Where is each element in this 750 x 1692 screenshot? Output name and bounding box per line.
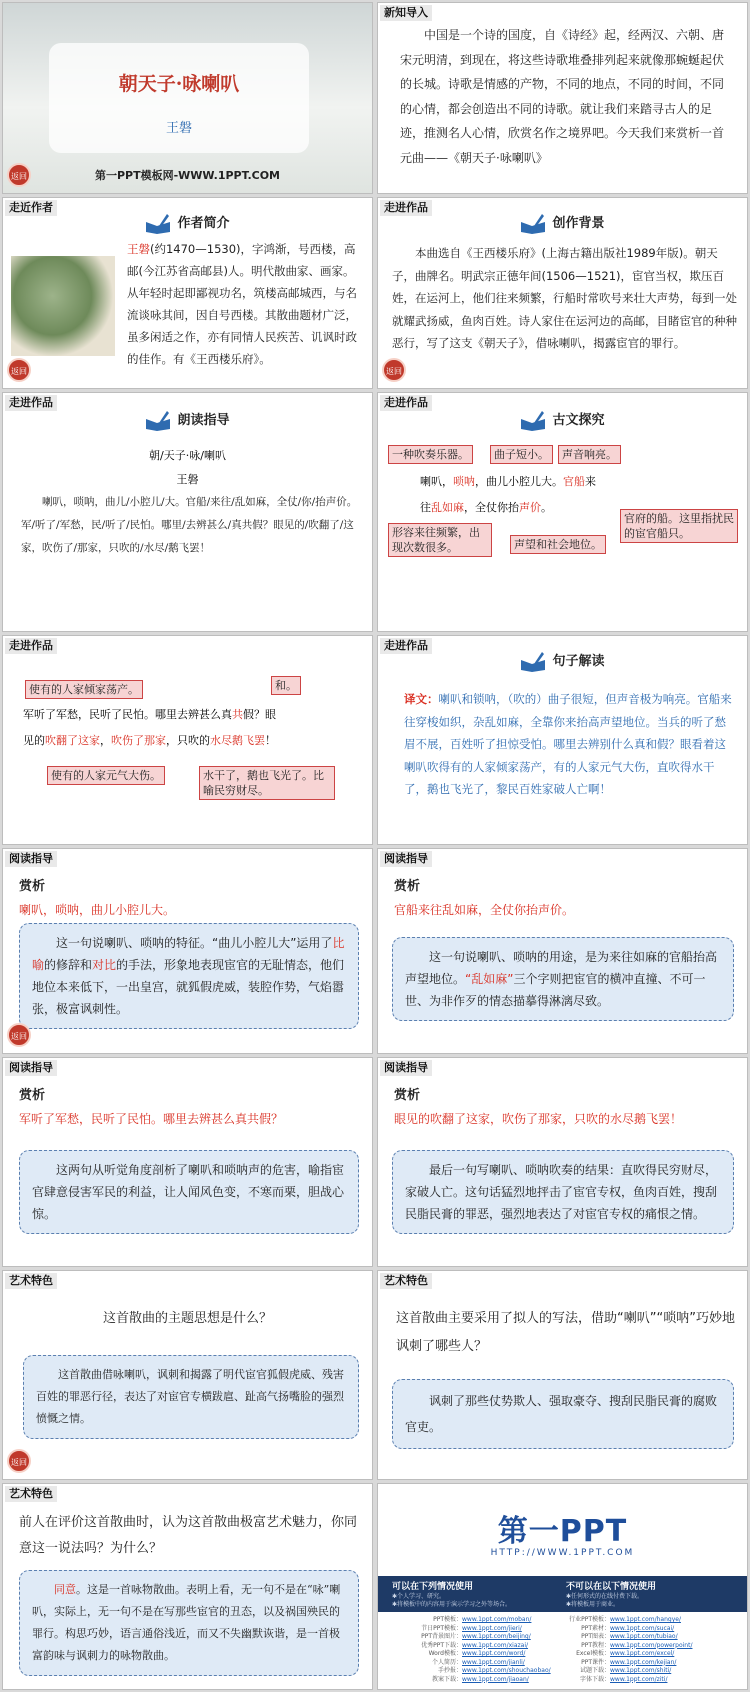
back-button[interactable]: 返回 <box>382 358 406 382</box>
link-label: 试题下载： <box>579 1667 610 1674</box>
slide-ending <box>377 1483 748 1690</box>
link-label: PPT背景图片： <box>421 1633 462 1640</box>
question: 前人在评价这首散曲时，认为这首散曲极富艺术魅力，你同意这一说法吗？为什么？ <box>19 1515 358 1556</box>
link-row <box>418 1650 551 1659</box>
poem-line: 往乱如麻，全仗你抬声价。 <box>420 501 552 514</box>
link[interactable]: www.1ppt.com/hangye/ <box>610 1616 681 1623</box>
poem-line: 喇叭，唢呐，曲儿小腔儿大。官船来 <box>420 475 596 488</box>
book-pen-icon <box>520 214 546 234</box>
link-row <box>418 1625 551 1634</box>
brand-logo: 第一PPT <box>497 1514 628 1549</box>
author-bio: 王磐(约1470—1530)，字鸿渐，号西楼，高邮(今江苏省高邮县)人。明代散曲家、画家。从年轻时起即鄙视功名，筑楼高邮城西，与名流谈咏其间，因自号西楼。其散曲题材广泛，虽多闲适之作，亦有同情人民疾苦、讥讽时政的佳作。有《王西楼乐府》。 <box>127 242 357 366</box>
slide-tag: 阅读指导 <box>380 851 432 867</box>
book-pen-icon <box>145 214 171 234</box>
book-pen-icon <box>520 652 546 672</box>
slide-tag: 走进作品 <box>380 200 432 216</box>
link-label: Excel模板： <box>576 1650 610 1657</box>
title-text: 朝天子·咏喇叭 <box>118 73 240 95</box>
link-label: PPT素材： <box>581 1624 610 1632</box>
analysis-box: 这一句说喇叭、唢呐的特征。“曲儿小腔儿大”运用了比喻的修辞和对比的手法，形象地表现宦官的无耻情态，他们地位本来低下，一出皇宫，就狐假虎威，装腔作势，气焰嚣张，极富讽刺性。 <box>19 923 359 1029</box>
slide-appreciate-1 <box>2 848 373 1054</box>
annotation: 一种吹奏乐器。 <box>388 445 473 464</box>
intro-text: 中国是一个诗的国度，自《诗经》起，经两汉、六朝、唐宋元明清，到现在，将这些诗歌堆叠排列起来就像那蜿蜒起伏的长城。诗歌是情感的产物，不同的地点，不同的时间，不同的心情，都会创造出不同的诗歌。就让我们来踏寻古人的足迹，推测名人心情，欣赏名作之境界吧。今天我们来赏析一首元曲——《朝天子·咏喇叭》 <box>400 28 725 165</box>
quote-line: 官船来往乱如麻，全仗你抬声价。 <box>394 903 575 917</box>
slide-intro <box>377 2 748 194</box>
link-label: PPT课件： <box>581 1658 610 1666</box>
section-label: 赏析 <box>19 879 46 894</box>
answer-box: 同意。这是一首咏物散曲。表明上看，无一句不是在“咏”喇叭，实际上，无一句不是在写那些宦官的丑态，以及祸国殃民的罪行。构思巧妙，语言通俗浅近，而又不失幽默诙谐，是一首极富韵味与讽刺力的咏物散曲。 <box>19 1570 359 1676</box>
author-text: 王磐 <box>165 121 192 136</box>
annotation: 和。 <box>271 676 301 695</box>
cannot-title: 不可以在以下情况使用 <box>566 1582 657 1592</box>
slide-art-3 <box>2 1483 373 1690</box>
right-links <box>566 1616 692 1684</box>
poem-line: 军听了军愁，民听了民怕。哪里去辨甚么真共假？眼 <box>23 708 276 721</box>
link-label: 节日PPT模板： <box>421 1624 462 1632</box>
back-button[interactable]: 返回 <box>7 163 31 187</box>
link-label: PPT图表： <box>581 1633 610 1640</box>
cannot-list: ✱任何形式的在线付费下载。 ✱将模板用于商业。 <box>566 1593 644 1608</box>
left-links <box>418 1616 551 1684</box>
annotation: 声音响亮。 <box>558 445 621 464</box>
quote-line: 军听了军愁，民听了民怕。哪里去辨甚么真共假？ <box>19 1112 284 1126</box>
slide-title <box>2 2 373 194</box>
link-label: 优秀PPT下载： <box>421 1641 462 1649</box>
poem-text: 喇叭，唢呐，曲儿/小腔儿/大。官船/来往/乱如麻，全仗/你/抬声价。军/听了/军愁，民/听了/民怕。哪里/去辨甚么/真共假？眼见的/吹翻了/这家，吹伤了/那家，只吹的/水尽/鹅飞罢！ <box>21 496 358 554</box>
link-label: Word模板： <box>428 1650 462 1657</box>
back-button[interactable]: 返回 <box>7 358 31 382</box>
question: 这首散曲主要采用了拟人的写法，借助“喇叭”“唢呐”巧妙地讽刺了哪些人？ <box>396 1311 735 1354</box>
link[interactable]: www.1ppt.com/ziti/ <box>610 1675 668 1683</box>
slide-background <box>377 197 748 389</box>
link-row <box>418 1616 551 1625</box>
slide-tag: 艺术特色 <box>5 1486 57 1502</box>
link-label: PPT教程： <box>581 1641 610 1649</box>
link-row <box>418 1633 551 1642</box>
slide-tag: 新知导入 <box>380 5 432 21</box>
link[interactable]: www.1ppt.com/beijing/ <box>462 1633 531 1640</box>
analysis-box: 这两句从听觉角度剖析了喇叭和唢呐声的危害，喻指宦官肆意侵害军民的利益，让人闻风色变，不寒而栗，胆战心惊。 <box>19 1150 359 1234</box>
quote-line: 喇叭，唢呐，曲儿小腔儿大。 <box>19 903 176 917</box>
link[interactable]: www.1ppt.com/word/ <box>462 1650 526 1657</box>
link[interactable]: www.1ppt.com/jieri/ <box>462 1624 522 1632</box>
poem-author: 王磐 <box>176 473 199 486</box>
answer-box: 讽刺了那些仗势欺人、强取豪夺、搜刮民脂民膏的腐败官吏。 <box>392 1379 734 1449</box>
slide-tag: 阅读指导 <box>380 1060 432 1076</box>
slide-art-2 <box>377 1270 748 1480</box>
background-text: 本曲选自《王西楼乐府》(上海古籍出版社1989年版)。朝天子，曲牌名。明武宗正德年间(1506—1521)，宦官当权，欺压百姓，在运河上，他们往来频繁，行船时常吹号来壮大声势，每到一处就耀武扬威，鱼肉百姓。诗人家住在运河边的高邮，目睹宦官的种种恶行，写了这支《朝天子》，借咏喇叭，揭露宦官的罪行。 <box>392 246 737 350</box>
link[interactable]: www.1ppt.com/excel/ <box>610 1650 675 1657</box>
link-row <box>566 1616 692 1625</box>
quote-line: 眼见的吹翻了这家，吹伤了那家，只吹的水尽鹅飞罢！ <box>394 1112 683 1126</box>
poem-line: 见的吹翻了这家，吹伤了那家，只吹的水尽鹅飞罢！ <box>23 734 276 747</box>
link-label: 教案下载： <box>431 1675 462 1683</box>
section-label: 赏析 <box>394 1088 421 1103</box>
link-row <box>418 1676 551 1685</box>
link-row <box>566 1650 692 1659</box>
slide-explore <box>377 392 748 632</box>
book-pen-icon <box>145 411 171 431</box>
analysis-box: 最后一句写喇叭、唢呐吹奏的结果：直吹得民穷财尽，家破人亡。这句话猛烈地抨击了宦官专权，鱼肉百姓，搜刮民脂民膏的罪恶，强烈地表达了对宦官专权的痛恨之情。 <box>392 1150 734 1234</box>
link-row <box>418 1642 551 1651</box>
slide-tag: 走进作品 <box>5 395 57 411</box>
annotation: 曲子短小。 <box>490 445 553 464</box>
link-label: 行业PPT模板： <box>569 1616 610 1623</box>
link[interactable]: www.1ppt.com/xiazai/ <box>462 1641 529 1649</box>
link[interactable]: www.1ppt.com/powerpoint/ <box>610 1641 693 1649</box>
heading: 作者简介 <box>3 212 372 234</box>
link-row <box>566 1676 692 1685</box>
question: 这首散曲的主题思想是什么？ <box>102 1311 272 1326</box>
link[interactable]: www.1ppt.com/sucai/ <box>610 1624 675 1632</box>
analysis-box: 这一句说喇叭、唢呐的用途，是为来往如麻的官船抬高声望地位。“乱如麻”三个字则把宦官的横冲直撞、不可一世、为非作歹的情态描摹得淋漓尽致。 <box>392 937 734 1021</box>
slide-appreciate-3 <box>2 1057 373 1267</box>
author-portrait <box>11 256 115 356</box>
slide-tag: 走进作品 <box>380 638 432 654</box>
can-title: 可以在下列情况使用 <box>392 1582 474 1592</box>
license-panel <box>378 1576 747 1690</box>
section-label: 赏析 <box>19 1088 46 1103</box>
back-button[interactable]: 返回 <box>7 1023 31 1047</box>
annotation: 形容来往频繁，出现次数很多。 <box>388 523 492 557</box>
slide-tag: 走进作品 <box>5 638 57 654</box>
back-button[interactable]: 返回 <box>7 1449 31 1473</box>
link-label: PPT模板： <box>433 1616 462 1623</box>
section-label: 赏析 <box>394 879 421 894</box>
book-pen-icon <box>520 411 546 431</box>
link[interactable]: www.1ppt.com/moban/ <box>462 1616 532 1623</box>
heading: 朗读指导 <box>3 409 372 431</box>
title-card <box>49 43 309 153</box>
poem-title: 朝/天子·咏/喇叭 <box>149 449 226 462</box>
site-text: 第一PPT模板网-WWW.1PPT.COM <box>94 169 281 182</box>
link-row <box>566 1659 692 1668</box>
annotation: 官府的船。这里指扰民的宦官船只。 <box>620 509 738 543</box>
slide-tag: 艺术特色 <box>5 1273 57 1289</box>
slide-appreciate-2 <box>377 848 748 1054</box>
slide-author <box>2 197 373 389</box>
annotation: 使有的人家元气大伤。 <box>47 766 165 785</box>
link-label: 字体下载： <box>579 1675 610 1683</box>
link[interactable]: www.1ppt.com/jiaoan/ <box>462 1675 529 1683</box>
slide-appreciate-4 <box>377 1057 748 1267</box>
link-row <box>566 1625 692 1634</box>
annotation: 使有的人家倾家荡产。 <box>25 680 143 699</box>
link-row <box>418 1659 551 1668</box>
heading: 创作背景 <box>378 212 747 234</box>
annotation: 声望和社会地位。 <box>510 535 606 554</box>
annotation: 水干了，鹅也飞光了。比喻民穷财尽。 <box>199 766 335 800</box>
link[interactable]: www.1ppt.com/jianli/ <box>462 1658 525 1666</box>
brand-url: HTTP://WWW.1PPT.COM <box>490 1548 635 1558</box>
slide-tag: 走近作者 <box>5 200 57 216</box>
link[interactable]: www.1ppt.com/kejian/ <box>610 1658 677 1666</box>
heading: 古文探究 <box>378 409 747 431</box>
slide-translation <box>377 635 748 845</box>
link-row <box>566 1633 692 1642</box>
link-label: 个人简历： <box>431 1658 462 1666</box>
link-row <box>418 1667 551 1676</box>
link-row <box>566 1667 692 1676</box>
link[interactable]: www.1ppt.com/shiti/ <box>610 1667 672 1674</box>
heading: 句子解读 <box>378 650 747 672</box>
slide-tag: 走进作品 <box>380 395 432 411</box>
link[interactable]: www.1ppt.com/shouchaobao/ <box>462 1667 551 1674</box>
slide-tag: 阅读指导 <box>5 1060 57 1076</box>
slide-tag: 艺术特色 <box>380 1273 432 1289</box>
link-row <box>566 1642 692 1651</box>
slide-reading <box>2 392 373 632</box>
answer-box: 这首散曲借咏喇叭，讽刺和揭露了明代宦官狐假虎威、残害百姓的罪恶行径，表达了对宦官专横跋扈、趾高气扬嘴脸的强烈愤慨之情。 <box>23 1355 359 1439</box>
link[interactable]: www.1ppt.com/tubiao/ <box>610 1633 678 1640</box>
slide-art-1 <box>2 1270 373 1480</box>
translation-text: 译文：喇叭和锁呐，（吹的）曲子很短，但声音极为响亮。官船来往穿梭如织，杂乱如麻，全靠你来抬高声望地位。当兵的听了愁眉不展，百姓听了担惊受怕。哪里去辨别什么真和假？眼看着这喇叭吹得有的人家倾家荡产，有的人家元气大伤，直吹得水干了，鹅也飞光了，黎民百姓家破人亡啊！ <box>404 692 732 796</box>
slide-tag: 阅读指导 <box>5 851 57 867</box>
slide-annotate <box>2 635 373 845</box>
link-label: 手抄报： <box>437 1667 462 1674</box>
can-list: ✱个人学习、研究。 ✱将模板中的内容用于演示学习之外等场合。 <box>392 1593 512 1608</box>
